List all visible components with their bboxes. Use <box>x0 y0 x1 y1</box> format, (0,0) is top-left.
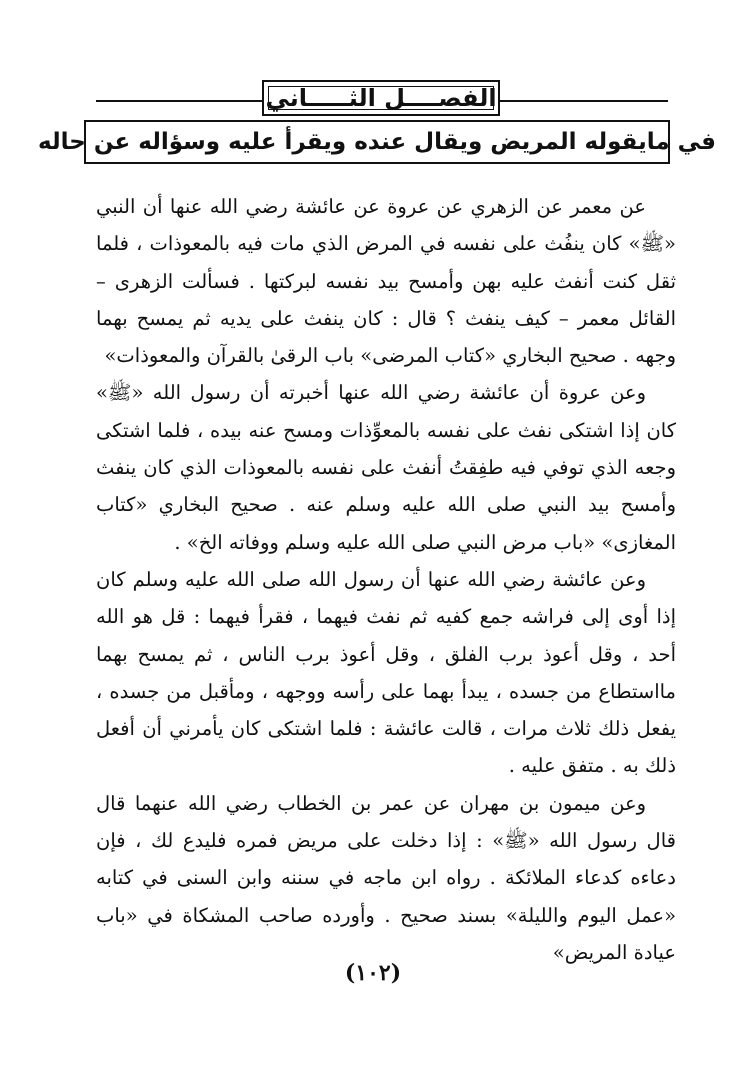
paragraph-1: عن معمر عن الزهري عن عروة عن عائشة رضي الله عنها أن النبي «ﷺ» كان ينفُث على نفسه في المرض الذي مات فيه بالمعوذات ، فلما ثقل كنت أنفث عليه بهن وأمسح بيد نفسه لبركتها . فسألت الزهرى – القائل معمر – كيف ينفث ؟ قال : كان ينفث على يديه ثم يمسح بهما وجهه . صحيح البخاري «كتاب المرضى» باب الرقىٰ بالقرآن والمعوذات» <box>96 195 676 368</box>
chapter-heading: الفصــــل الثـــــاني <box>265 84 497 112</box>
body-text <box>96 188 676 971</box>
paragraph-2: وعن عروة أن عائشة رضي الله عنها أخبرته أن رسول الله «ﷺ» كان إذا اشتكى نفث على نفسه بالمعوِّذات ومسح عنه بيده ، فلما اشتكى وجعه الذي توفي فيه طفِقتُ أنفث على نفسه بالمعوذات الذي كان ينفث وأمسح بيد النبي صلى الله عليه وسلم عنه . صحيح البخاري «كتاب المغازى» «باب مرض النبي صلى الله عليه وسلم ووفاته الخ» . <box>96 381 676 554</box>
paragraph-4: وعن ميمون بن مهران عن عمر بن الخطاب رضي الله عنهما قال قال رسول الله «ﷺ» : إذا دخلت على مريض فمره فليدع لك ، فإن دعاءه كدعاء الملائكة . رواه ابن ماجه في سننه وابن السنى في كتابه «عمل اليوم والليلة» بسند صحيح . وأورده صاحب المشكاة في «باب عيادة المريض» <box>96 791 676 964</box>
chapter-heading-box <box>262 80 500 116</box>
page-number: (١٠٢) <box>344 960 402 986</box>
section-title: في مايقوله المريض ويقال عنده ويقرأ عليه وسؤاله عن حاله <box>38 129 716 155</box>
paragraph-3: وعن عائشة رضي الله عنها أن رسول الله صلى الله عليه وسلم كان إذا أوى إلى فراشه جمع كفيه ثم نفث فيهما ، فقرأ فيهما : قل هو الله أحد ، وقل أعوذ برب الفلق ، وقل أعوذ برب الناس ، ثم يمسح بهما مااستطاع من جسده ، يبدأ بهما على رأسه ووجهه ، ومأقبل من جسده ، يفعل ذلك ثلاث مرات ، قالت عائشة : فلما اشتكى كان يأمرني أن أفعل ذلك به . متفق عليه . <box>96 567 676 778</box>
section-title-box <box>38 120 716 164</box>
